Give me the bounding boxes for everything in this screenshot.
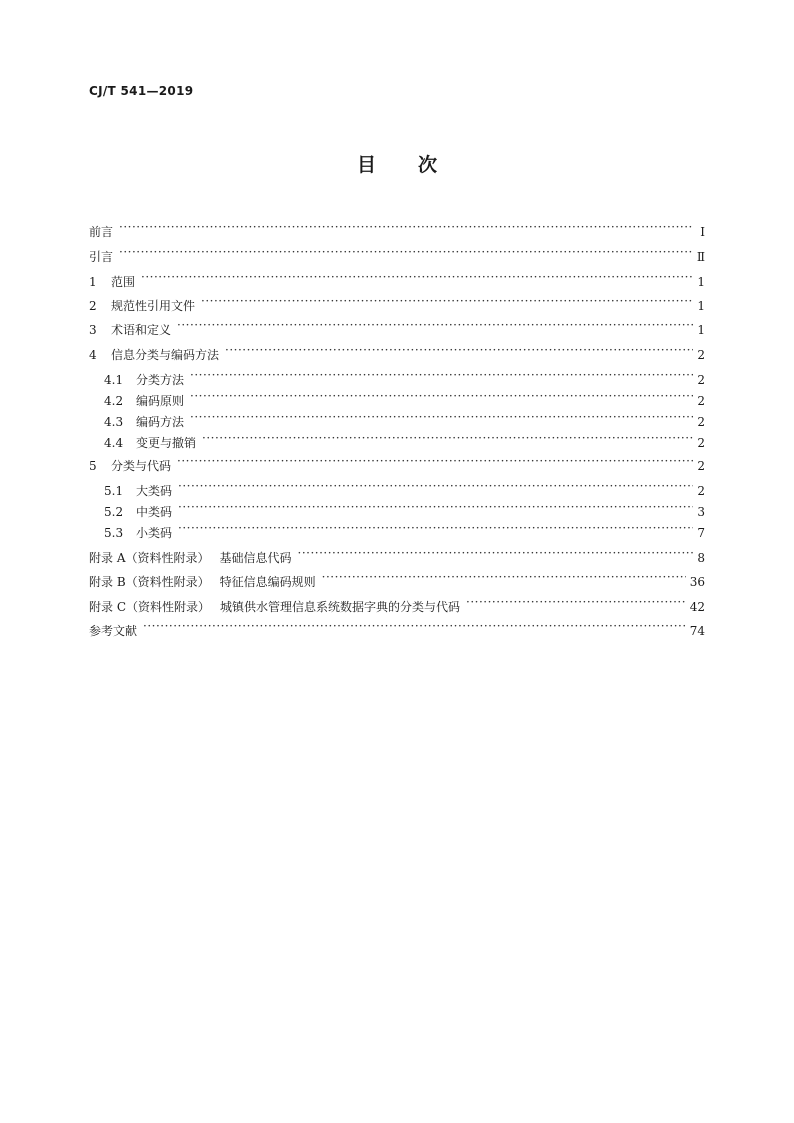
toc-entry-page-number: 1 [697,323,705,337]
standard-code: CJ/T 541—2019 [89,84,194,98]
toc-dot-leader [466,593,686,611]
toc-entry-label: 大类码 [136,484,173,498]
toc-entry-page-number: Ⅱ [696,250,705,264]
toc-entry-page-number: 8 [697,551,705,565]
toc-entry-label: 编码原则 [136,394,185,408]
toc-entry-number: 3 [89,323,97,337]
toc-dot-leader [202,429,693,447]
toc-entry-page-number: Ⅰ [700,225,705,239]
toc-entry-label: 中类码 [136,505,173,519]
toc-dot-leader [190,387,693,405]
toc-entry[interactable] [104,408,705,429]
toc-dot-leader [190,408,693,426]
toc-entry-page-number: 2 [697,436,705,450]
toc-entry-label: 变更与撤销 [136,436,197,450]
toc-entry-page-number: 36 [689,575,705,589]
toc-entry-page-number: 3 [697,505,705,519]
toc-entry-label: 规范性引用文件 [111,299,196,313]
toc-entry-page-number: 2 [697,373,705,387]
toc-dot-leader [201,292,693,310]
toc-entry[interactable] [89,452,705,473]
toc-entry-number: 4.3 [104,415,124,429]
toc-entry[interactable] [104,498,705,519]
toc-dot-leader [119,218,693,236]
toc-entry-label: 小类码 [136,526,173,540]
page-title: 目次 [356,154,479,176]
toc-entry-label: 编码方法 [136,415,185,429]
toc-dot-leader [322,568,686,586]
toc-dot-leader [177,452,693,470]
toc-dot-leader [190,366,693,384]
toc-entry[interactable] [89,292,705,313]
toc-entry-page-number: 2 [697,484,705,498]
toc-entry-page-number: 2 [697,394,705,408]
toc-entry-page-number: 42 [689,600,705,614]
toc-entry-number: 4 [89,348,97,362]
toc-entry[interactable] [89,617,705,638]
toc-entry[interactable] [89,218,705,239]
toc-entry[interactable] [104,387,705,408]
toc-dot-leader [225,341,693,359]
toc-entry-page-number: 7 [697,526,705,540]
toc-entry-number: 2 [89,299,97,313]
toc-entry-page-number: 1 [697,275,705,289]
toc-entry[interactable] [89,316,705,337]
toc-entry-label: 分类与代码 [111,459,172,473]
toc-dot-leader [119,243,693,261]
toc-dot-leader [178,519,693,537]
toc-entry[interactable] [104,366,705,387]
toc-entry-number: 附录 A（资料性附录） [89,551,210,565]
toc-entry-page-number: 2 [697,348,705,362]
toc-entry[interactable] [89,544,705,565]
toc-entry-number: 附录 C（资料性附录） [89,600,210,614]
toc-entry[interactable] [89,341,705,362]
toc-entry-label: 分类方法 [136,373,185,387]
toc-entry-number: 5.3 [104,526,124,540]
toc-entry[interactable] [89,243,705,264]
toc-entry-label: 前言 [89,225,114,239]
toc-entry-label: 范围 [111,275,136,289]
toc-entry[interactable] [104,519,705,540]
toc-entry-number: 5.2 [104,505,124,519]
toc-dot-leader [141,268,693,286]
toc-dot-leader [143,617,686,635]
toc-dot-leader [177,316,693,334]
toc-entry-number: 4.1 [104,373,124,387]
toc-entry-label: 信息分类与编码方法 [111,348,220,362]
toc-entry-label: 术语和定义 [111,323,172,337]
toc-entry-label: 引言 [89,250,114,264]
toc-entry-page-number: 74 [689,624,705,638]
toc-entry-number: 5 [89,459,97,473]
toc-entry-number: 附录 B（资料性附录） [89,575,210,589]
toc-entry[interactable] [89,268,705,289]
toc-dot-leader [178,498,693,516]
toc-entry[interactable] [104,477,705,498]
toc-entry[interactable] [89,568,705,589]
toc-entry-label: 基础信息代码 [219,551,292,565]
toc-entry-label: 特征信息编码规则 [219,575,316,589]
toc-dot-leader [298,544,694,562]
toc-entry-label: 城镇供水管理信息系统数据字典的分类与代码 [220,600,461,614]
toc-entry-page-number: 1 [697,299,705,313]
toc-entry[interactable] [104,429,705,450]
toc-entry-number: 4.4 [104,436,124,450]
toc-entry-page-number: 2 [697,415,705,429]
toc-entry-number: 4.2 [104,394,124,408]
toc-entry-label: 参考文献 [89,624,138,638]
toc-entry-number: 5.1 [104,484,124,498]
toc-entry-page-number: 2 [697,459,705,473]
toc-entry[interactable] [89,593,705,614]
toc-dot-leader [178,477,693,495]
toc-entry-number: 1 [89,275,97,289]
